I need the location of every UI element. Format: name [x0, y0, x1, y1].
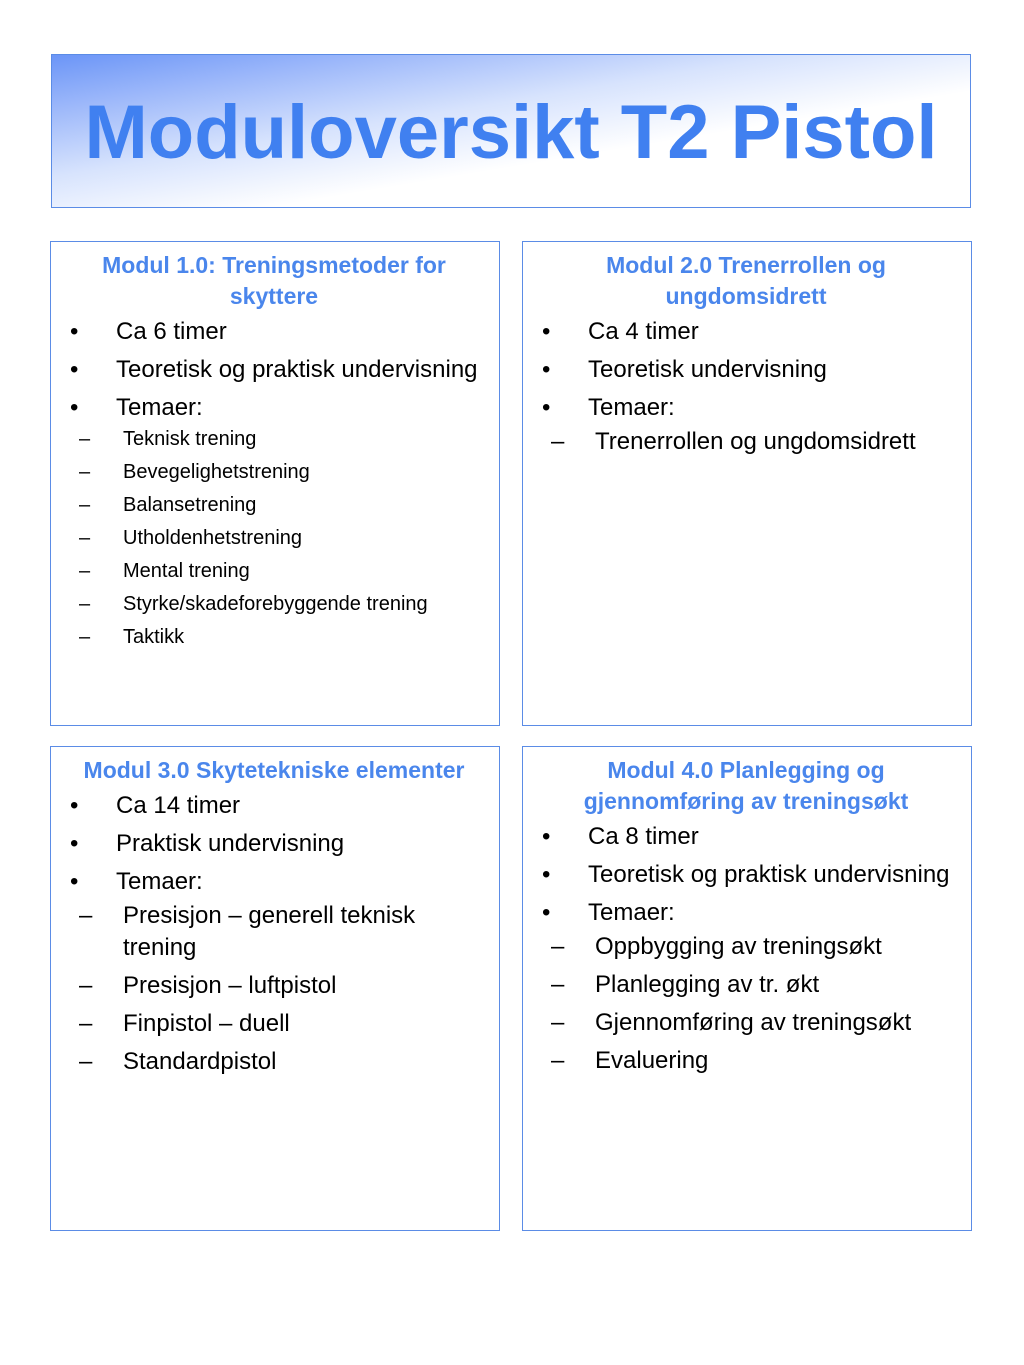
topic-item: – Presisjon – luftpistol [63, 970, 485, 1002]
list-item: • Teoretisk og praktisk undervisning [63, 354, 485, 386]
dash-icon: – [79, 1010, 93, 1037]
dash-icon: – [79, 593, 91, 615]
list-item-topics: • Temaer: – Teknisk trening – Bevegelighetstrening – Balansetrening – Utholdenhetstrening – Mental trening – Styrke/skadeforebyggende trening – Taktikk [63, 392, 485, 651]
module-3-topics [63, 900, 485, 1078]
dash-icon: – [551, 1047, 565, 1074]
topic-item: – Evaluering [535, 1045, 957, 1077]
dash-icon: – [551, 971, 565, 998]
topic-item: – Mental trening [63, 558, 485, 585]
topic-item: – Planlegging av tr. økt [535, 969, 957, 1001]
bullet-icon: • [70, 318, 79, 345]
list-item-topics: • Temaer: – Oppbygging av treningsøkt – Planlegging av tr. økt – Gjennomføring av treningsøkt – Evaluering [535, 897, 957, 1077]
module-4-box [522, 746, 972, 1231]
dash-icon: – [79, 972, 93, 999]
topic-item: – Trenerrollen og ungdomsidrett [535, 426, 957, 458]
list-item: • Ca 14 timer [63, 790, 485, 822]
bullet-icon: • [70, 868, 79, 895]
module-1-topics [63, 426, 485, 651]
topic-item: – Finpistol – duell [63, 1008, 485, 1040]
list-item: • Teoretisk og praktisk undervisning [535, 859, 957, 891]
topic-item: – Taktikk [63, 624, 485, 651]
topic-item: – Teknisk trening [63, 426, 485, 453]
topic-item: – Styrke/skadeforebyggende trening [63, 591, 485, 618]
list-item: • Ca 4 timer [535, 316, 957, 348]
list-item-topics: • Temaer: – Presisjon – generell teknisk trening – Presisjon – luftpistol – Finpistol – duell – Standardpistol [63, 866, 485, 1078]
dash-icon: – [79, 626, 91, 648]
dash-icon: – [79, 1048, 93, 1075]
list-item: • Ca 8 timer [535, 821, 957, 853]
bullet-icon: • [70, 792, 79, 819]
module-1-box [50, 241, 500, 726]
bullet-icon: • [70, 830, 79, 857]
module-2-topics [535, 426, 957, 458]
dash-icon: – [79, 428, 91, 450]
dash-icon: – [79, 527, 91, 549]
bullet-icon: • [542, 861, 551, 888]
bullet-icon: • [70, 356, 79, 383]
topic-item: – Standardpistol [63, 1046, 485, 1078]
module-4-items [535, 821, 957, 1077]
bullet-icon: • [542, 318, 551, 345]
bullet-icon: • [542, 823, 551, 850]
page-title: Moduloversikt T2 Pistol [84, 90, 938, 175]
module-1-heading: Modul 1.0: Treningsmetoder for skyttere [102, 252, 446, 309]
module-2-box [522, 241, 972, 726]
topic-item: – Utholdenhetstrening [63, 525, 485, 552]
dash-icon: – [551, 933, 565, 960]
topic-item: – Oppbygging av treningsøkt [535, 931, 957, 963]
module-3-items [63, 790, 485, 1078]
list-item: • Teoretisk undervisning [535, 354, 957, 386]
title-banner [51, 54, 971, 208]
module-3-box [50, 746, 500, 1231]
topic-item: – Gjennomføring av treningsøkt [535, 1007, 957, 1039]
module-3-heading: Modul 3.0 Skytetekniske elementer [83, 757, 465, 783]
dash-icon: – [79, 494, 91, 516]
module-2-items [535, 316, 957, 458]
topic-item: – Bevegelighetstrening [63, 459, 485, 486]
list-item: • Praktisk undervisning [63, 828, 485, 860]
module-4-heading: Modul 4.0 Planlegging og gjennomføring av treningsøkt [583, 757, 909, 814]
bullet-icon: • [70, 394, 79, 421]
bullet-icon: • [542, 899, 551, 926]
list-item: • Ca 6 timer [63, 316, 485, 348]
bullet-icon: • [542, 356, 551, 383]
bullet-icon: • [542, 394, 551, 421]
module-4-topics [535, 931, 957, 1077]
topic-item: – Presisjon – generell teknisk trening [79, 902, 416, 961]
dash-icon: – [79, 461, 91, 483]
dash-icon: – [79, 560, 91, 582]
module-1-items [63, 316, 485, 651]
module-2-heading: Modul 2.0 Trenerrollen og ungdomsidrett [606, 252, 886, 309]
dash-icon: – [551, 428, 565, 455]
dash-icon: – [551, 1009, 565, 1036]
list-item-topics: • Temaer: – Trenerrollen og ungdomsidrett [535, 392, 957, 458]
dash-icon: – [79, 902, 93, 929]
topic-item: – Balansetrening [63, 492, 485, 519]
